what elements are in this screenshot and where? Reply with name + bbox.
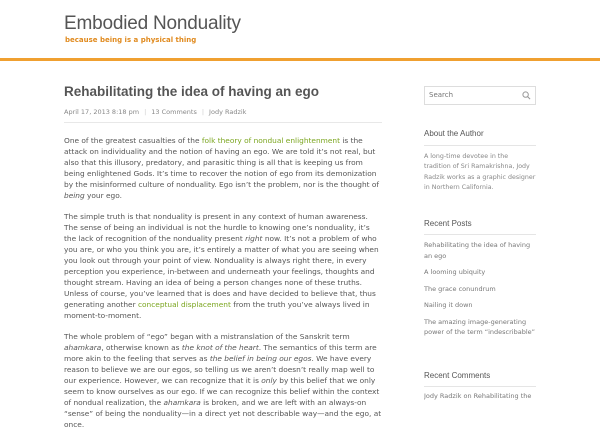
post-date[interactable]: April 17, 2013 8:18 pm [64, 108, 140, 116]
recent-post-link[interactable]: The amazing image-generating power of the term “indescribable” [424, 317, 535, 336]
site-header [0, 0, 600, 60]
list-item [424, 240, 536, 261]
text: One of the greatest casualties of the [64, 136, 202, 145]
meta-separator: | [201, 108, 205, 116]
post-title[interactable]: Rehabilitating the idea of having an ego [64, 84, 320, 99]
emphasis: ahamkara [64, 343, 102, 352]
text: by this belief that we only seem to know ourselves as our ego. If we can recognize this belief within the context of nondual realization, the [64, 376, 380, 407]
recent-post-link[interactable]: The grace conundrum [424, 284, 496, 293]
emphasis: the knot of the heart [181, 343, 259, 352]
about-author-title: About the Author [424, 129, 484, 138]
paragraph [64, 211, 382, 321]
text: . We have every reason to believe we are our egos, so telling us we aren’t doesn’t really map well to our experience. However, we can recognize that it is [64, 354, 375, 385]
emphasis: being [64, 191, 85, 200]
recent-posts-list [424, 240, 536, 338]
post-comments-link[interactable]: 13 Comments [151, 108, 197, 116]
emphasis: only [261, 376, 277, 385]
search-input[interactable] [429, 90, 519, 100]
search-box [424, 86, 536, 105]
text: now. It’s not a problem of who you are, or who you think you are, it’s entirely a matter of what you are seeing when you look out through your point of view. Nonduality is always right there, in every perception you experience, in-between and underneath your feelings, thoughts and thought stream. Having an idea of being a person changes none of these truths. Unless of course, you’ve learned that is does and have decided to believe that, thus generating another [64, 234, 379, 309]
post-author[interactable]: Jody Radzik [209, 108, 247, 116]
emphasis: ahamkara [163, 398, 201, 407]
post-meta [64, 108, 246, 116]
text: The whole problem of “ego” began with a mistranslation of the Sanskrit term [64, 332, 350, 341]
list-item [424, 267, 536, 278]
text: is broken, and we are left with an always-on “sense” of being the nonduality—in a direct yet not describable way—and the ego, at once. [64, 398, 382, 429]
text: The simple truth is that nonduality is present in any context of human awareness. The sense of being an individual is not the hurdle to knowing one’s nonduality, it’s the lack of recognition of the nonduality present [64, 212, 370, 243]
about-author-text: A long-time devotee in the tradition of Sri Ramakrishna, Jody Radzik works as a graphic designer in Northern California. [424, 153, 536, 191]
title-divider [64, 122, 382, 123]
search-icon[interactable] [522, 91, 531, 100]
site-tagline: because being is a physical thing [65, 36, 197, 44]
list-item [424, 300, 536, 311]
header-accent-bar [0, 58, 600, 61]
post-content [64, 135, 382, 440]
emphasis: right [245, 234, 263, 243]
text: , otherwise known as [101, 343, 182, 352]
folk-theory-link[interactable]: folk theory of nondual enlightenment [201, 136, 340, 145]
widget-divider [424, 145, 536, 146]
text: from the truth you’ve always lived in moment-to-moment. [64, 300, 370, 320]
paragraph [64, 135, 382, 201]
site-title[interactable]: Embodied Nonduality [64, 13, 241, 34]
recent-posts-title: Recent Posts [424, 219, 472, 228]
recent-post-link[interactable]: Rehabilitating the idea of having an ego [424, 241, 531, 260]
list-item [424, 284, 536, 295]
paragraph [64, 331, 382, 430]
recent-post-link[interactable]: A looming ubiquity [424, 268, 486, 276]
recent-post-link[interactable]: Nailing it down [424, 301, 473, 309]
emphasis: the belief in being our egos [209, 354, 312, 363]
post-header [64, 84, 380, 116]
recent-comment-link[interactable]: Jody Radzik on Rehabilitating the [424, 392, 532, 400]
widget-divider [424, 386, 536, 387]
text: . The semantics of this term are more akin to the feeling that serves as [64, 343, 377, 363]
text: is the attack on individuality and the notion of having an ego. We are told it’s not real, but also that this illusory, predatory, and parasitic thing is all that is keeping us from being enlightened Gods. It’s time to recover the notion of ego from its demonization by the misinformed culture of nonduality. Ego isn’t the problem, nor is the thought of [64, 136, 380, 189]
list-item [424, 317, 536, 338]
recent-comments-title: Recent Comments [424, 371, 491, 380]
meta-separator: | [144, 108, 147, 116]
widget-divider [424, 234, 536, 235]
conceptual-displacement-link[interactable]: conceptual displacement [137, 300, 231, 309]
text: your ego. [84, 191, 122, 200]
